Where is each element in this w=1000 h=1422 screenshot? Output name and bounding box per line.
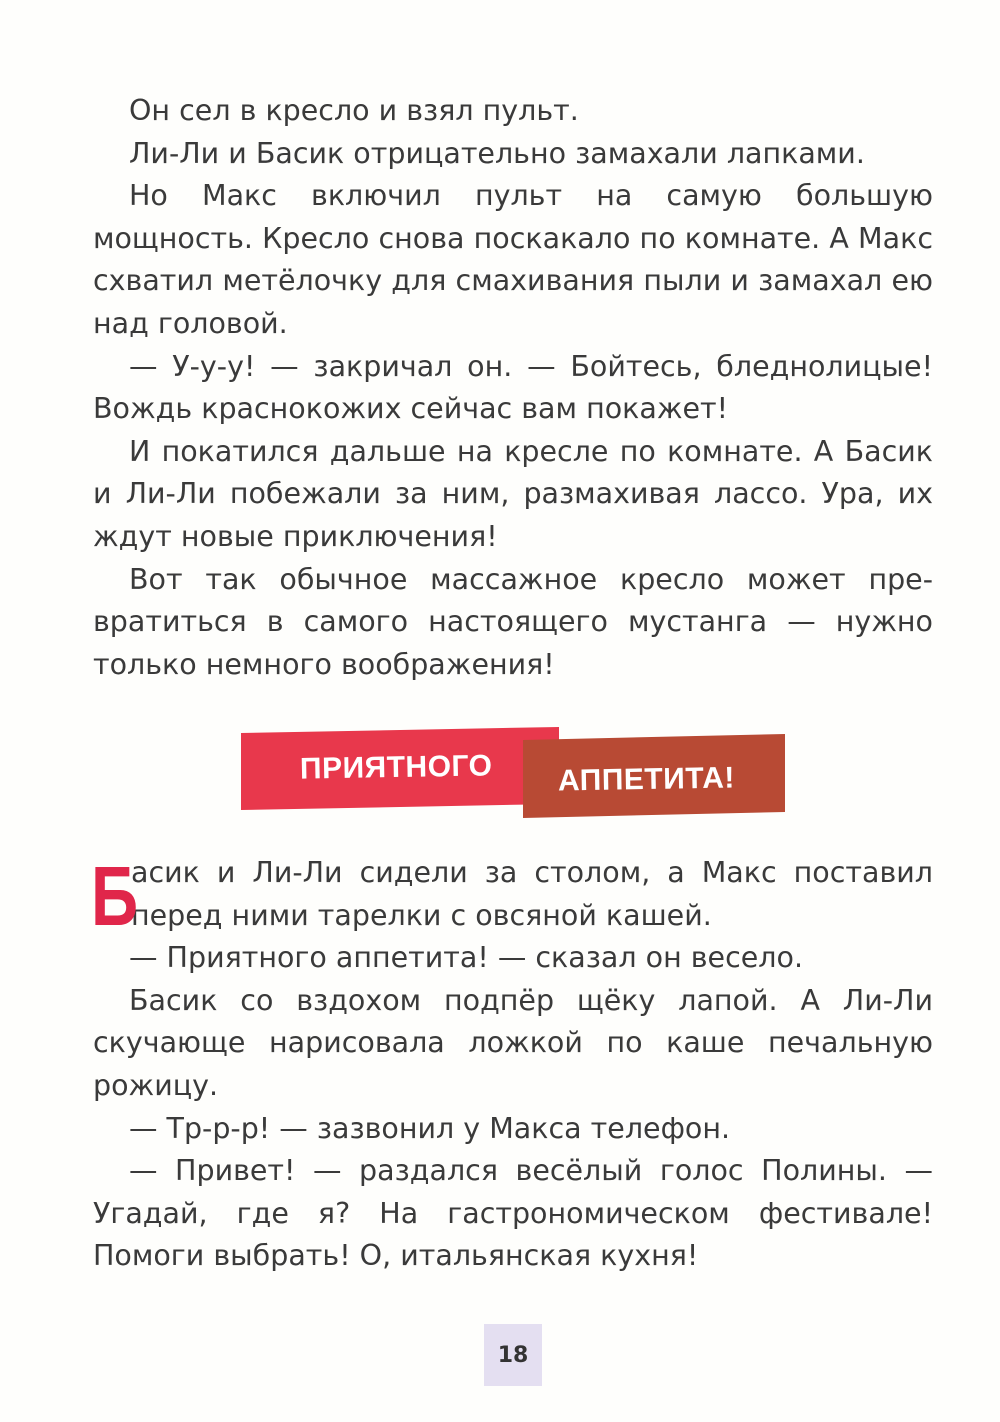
paragraph-text: асик и Ли-Ли сидели за столом, а Макс поставил перед ними тарелки с овсяной кашей. <box>131 856 933 932</box>
page-number: 18 <box>484 1324 542 1386</box>
story-text-top <box>93 90 933 686</box>
paragraph: Ли-Ли и Басик отрицательно замахали лапками. <box>129 136 865 170</box>
paragraph: И покатился дальше на кресле по комнате. А Басик и Ли-Ли побежали за ним, размахивая лассо. Ура, их ждут новые приключения! <box>93 434 933 553</box>
paragraph-with-drop-cap <box>91 849 933 943</box>
paragraph: Вот так обычное массажное кресло может превратиться в самого настоящего мустанга — нужно только немного воображения! <box>93 562 933 681</box>
paragraph: Басик со вздохом подпёр щёку лапой. А Ли-Ли скучающе нарисовала ложкой по каше печальную рожицу. <box>93 983 933 1102</box>
paragraph: — У-у-у! — закричал он. — Бойтесь, бледнолицые! Вождь краснокожих сейчас вам покажет! <box>93 349 933 426</box>
story-text-bottom <box>91 849 933 1278</box>
drop-cap: Б <box>91 849 139 943</box>
paragraph: — Тр-р-р! — зазвонил у Макса телефон. <box>129 1111 731 1145</box>
paragraph: Но Макс включил пульт на самую большую мощность. Кресло снова поскакало по комнате. А Макс схватил метёлочку для смахивания пыли и замахал ею над головой. <box>93 179 933 340</box>
paragraph: — Приятного аппетита! — сказал он весело. <box>129 941 804 975</box>
heading-text-part1: ПРИЯТНОГО <box>299 749 493 786</box>
chapter-heading <box>0 725 1000 820</box>
paragraph: — Привет! — раздался весёлый голос Полины. — Угадай, где я? На гастрономическом фестивале! Помоги выбрать! О, итальянская кухня! <box>93 1154 933 1273</box>
paragraph: Он сел в кресло и взял пульт. <box>129 94 579 127</box>
heading-text-part2: АППЕТИТА! <box>557 761 736 798</box>
